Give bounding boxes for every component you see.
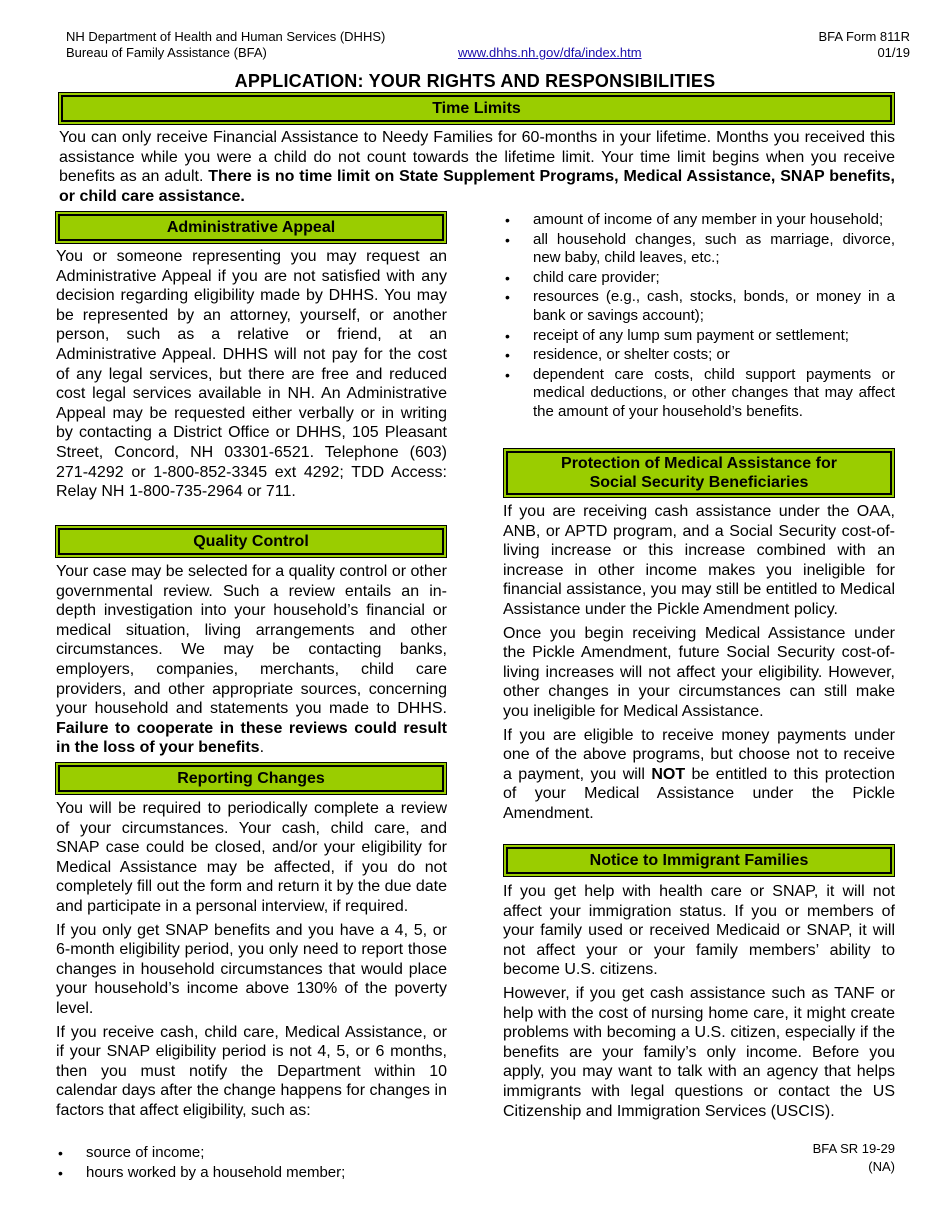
- list-item: • child care provider;: [503, 269, 895, 288]
- reporting-p1: You will be required to periodically complete a review of your circumstances. Your cash, child care, and SNAP case could be closed, and/or your eligibility for Medical Assistance may be affected, if you do not completely fill out the form and return it by the due date and participate in a personal interview, if required.: [56, 800, 447, 915]
- immigrant-p2: However, if you get cash assistance such as TANF or help with the cost of nursing home care, it might create problems with becoming a U.S. citizen, especially if the benefits are your family’s only income. Before you apply, you may want to talk with an agency that helps immigrants with legal questions or contact the US Citizenship and Immigration Services (USCIS).: [503, 984, 895, 1120]
- section-heading-time-limits: [58, 92, 895, 125]
- immigrant-heading: Notice to Immigrant Families: [506, 847, 892, 874]
- immigrant-p1: If you get help with health care or SNAP, it will not affect your immigration status. If you or members of your family used or received Medicaid or SNAP, it will not affect your or your family members’ ability to become U.S. citizens.: [503, 883, 895, 979]
- pickle-heading-line2: Social Security Beneficiaries: [589, 474, 809, 491]
- pickle-text: [503, 502, 895, 828]
- form-date: 01/19: [877, 45, 910, 60]
- quality-control-body: Your case may be selected for a quality control or other governmental review. Such a review entails an in-depth investigation into your household’s financial or medical situation, living arrangements and other circumstances. We may be contacting banks, employers, companies, merchants, child care providers, and other appropriate sources, concerning your household and statements you made to DHHS.: [56, 563, 447, 718]
- admin-appeal-text: [56, 247, 447, 506]
- reporting-list-right: [503, 211, 895, 423]
- section-heading-quality-control: [55, 525, 447, 558]
- section-heading-reporting-changes: [55, 762, 447, 795]
- header-left: [66, 29, 385, 61]
- list-item: • residence, or shelter costs; or: [503, 346, 895, 365]
- pickle-p3c: be entitled to this protection of your Medical Assistance under the Pickle Amendment.: [503, 765, 896, 822]
- reporting-p3: If you receive cash, child care, Medical Assistance, or if your SNAP eligibility period is not 4, 5, or 6 months, then you must notify the Department within 10 calendar days after the change happens for changes in factors that affect eligibility, such as:: [56, 1023, 447, 1119]
- pickle-heading: [506, 451, 892, 495]
- section-heading-pickle: [503, 448, 895, 498]
- bureau-name: Bureau of Family Assistance (BFA): [66, 45, 267, 60]
- header-right: [818, 29, 910, 61]
- reporting-p2: If you only get SNAP benefits and you have a 4, 5, or 6-month eligibility period, you only need to report those changes in household circumstances that would place your household’s income above 130% of the poverty level.: [56, 921, 447, 1017]
- list-item: • resources (e.g., cash, stocks, bonds, or money in a bank or savings account);: [503, 288, 895, 325]
- pickle-p3-not: NOT: [651, 765, 686, 783]
- pickle-p3: [503, 726, 895, 824]
- admin-appeal-heading: Administrative Appeal: [58, 214, 444, 241]
- quality-control-end: .: [259, 739, 265, 757]
- admin-appeal-body: You or someone representing you may request an Administrative Appeal if you are not satisfied with any decision regarding eligibility made by DHHS. You may be represented by an attorney, yourself, or another person, such as a relative or friend, at an Administrative Appeal. DHHS will not pay for the cost of any legal services, but there are free and reduced cost legal services available in NH. An Administrative Appeal may be requested either verbally or in writing by contacting a District Office or DHHS, 105 Pleasant Street, Concord, NH 03301-6521. Telephone (603) 271-4292 or 1-800-852-3345 ext 4292; TDD Access: Relay NH 1-800-735-2964 or 711.: [56, 248, 447, 501]
- pickle-p2: Once you begin receiving Medical Assistance under the Pickle Amendment, future Social Security cost-of-living increases will not affect your eligibility. However, other changes in your circumstances can still make you ineligible for Medical Assistance.: [503, 624, 895, 720]
- immigrant-text: [503, 882, 895, 1125]
- pickle-p3a: If you are eligible to receive money payments under one of the above programs, but choose not to receive a payment, you will: [503, 726, 895, 783]
- time-limits-heading: Time Limits: [61, 95, 892, 122]
- quality-control-bold: Failure to cooperate in these reviews could result in the loss of your benefits: [56, 719, 447, 757]
- form-number: BFA Form 811R: [818, 29, 910, 44]
- footer-code: BFA SR 19-29: [812, 1141, 895, 1156]
- page-title: APPLICATION: YOUR RIGHTS AND RESPONSIBILITIES: [234, 71, 716, 91]
- footer: [813, 1140, 895, 1176]
- list-item: • amount of income of any member in your household;: [503, 211, 895, 230]
- list-item: • all household changes, such as marriage, divorce, new baby, child leaves, etc.;: [503, 231, 895, 268]
- reporting-changes-text: [56, 799, 447, 1125]
- section-heading-immigrant: [503, 844, 895, 877]
- agency-name: NH Department of Health and Human Services (DHHS): [66, 29, 386, 44]
- website-link[interactable]: www.dhhs.nh.gov/dfa/index.htm: [458, 45, 642, 60]
- time-limits-text: [59, 128, 895, 206]
- footer-note: (NA): [868, 1159, 895, 1174]
- quality-control-text: [56, 562, 447, 758]
- time-limits-bold: There is no time limit on State Supplement Programs, Medical Assistance, SNAP benefits, or child care assistance.: [59, 168, 895, 205]
- list-item: • receipt of any lump sum payment or settlement;: [503, 327, 895, 346]
- reporting-changes-heading: Reporting Changes: [58, 765, 444, 792]
- pickle-heading-line1: Protection of Medical Assistance for: [561, 455, 837, 472]
- list-item: • dependent care costs, child support payments or medical deductions, or other changes that may affect the amount of your household’s benefits.: [503, 366, 895, 422]
- section-heading-admin-appeal: [55, 211, 447, 244]
- pickle-p1: If you are receiving cash assistance under the OAA, ANB, or APTD program, and a Social Security cost-of-living increase or this increase combined with an increase in other income makes you ineligible for financial assistance, you may still be entitled to Medical Assistance under the Pickle Amendment policy.: [503, 503, 895, 618]
- list-item: • hours worked by a household member;: [56, 1164, 447, 1183]
- time-limits-body: You can only receive Financial Assistance to Needy Families for 60-months in your lifetime. Months you received this assistance while you were a child do not count towards the lifetime limit. Your time limit begins when you receive benefits as an adult.: [59, 129, 895, 186]
- list-item: • source of income;: [56, 1144, 447, 1163]
- reporting-list-left: [56, 1144, 447, 1183]
- quality-control-heading: Quality Control: [58, 528, 444, 555]
